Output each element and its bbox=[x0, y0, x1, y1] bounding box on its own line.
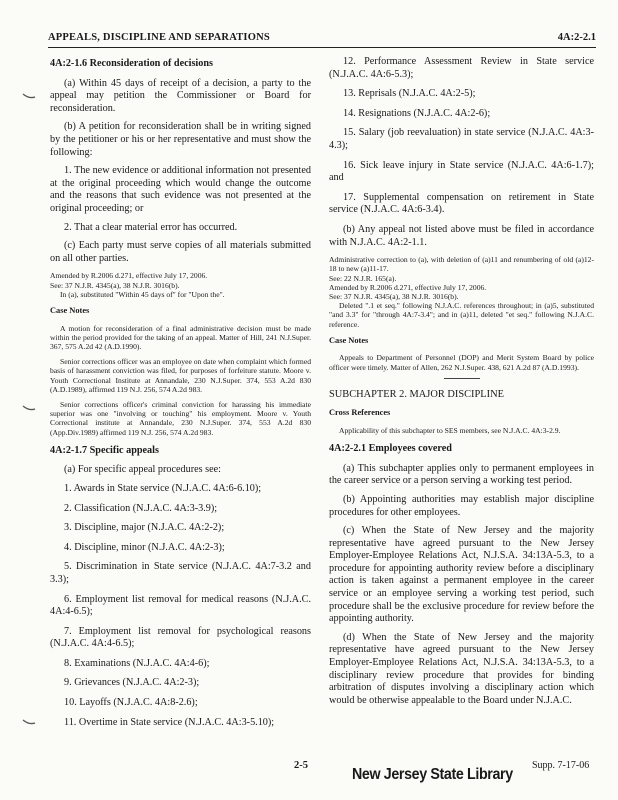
history-note: Administrative correction to (a), with deletion of (a)11 and renumbering of old (a)12-18 to new (a)11-17. bbox=[329, 255, 594, 274]
list-item: 13. Reprisals (N.J.A.C. 4A:2-5); bbox=[343, 88, 476, 100]
list-item: 14. Resignations (N.J.A.C. 4A:2-6); bbox=[343, 107, 491, 119]
case-notes-title: Case Notes bbox=[329, 335, 369, 345]
cross-reference: Applicability of this subchapter to SES members, see N.J.A.C. 4A:3-2.9. bbox=[339, 425, 561, 435]
list-item: 4. Discipline, minor (N.J.A.C. 4A:2-3); bbox=[64, 541, 225, 553]
list-item: 17. Supplemental compensation on retirement in State service (N.J.A.C. 4A:6-3.4). bbox=[329, 191, 594, 216]
list-item: 9. Grievances (N.J.A.C. 4A:2-3); bbox=[64, 677, 200, 689]
list-item: 12. Performance Assessment Review in State service (N.J.A.C. 4A:6-5.3); bbox=[329, 56, 594, 80]
history-note: Amended by R.2006 d.271, effective July 17, 2006. bbox=[329, 282, 487, 292]
history-note: In (a), substituted "Within 45 days of" for "Upon the". bbox=[60, 289, 225, 299]
running-header bbox=[48, 31, 596, 48]
paragraph: 2. That a clear material error has occurred. bbox=[64, 221, 238, 233]
case-notes-title: Case Notes bbox=[50, 305, 90, 315]
list-item: 16. Sick leave injury in State service (N.J.A.C. 4A:6-1.7); and bbox=[329, 159, 594, 184]
paragraph: (a) Within 45 days of receipt of a decision, a party to the appeal may petition the Commissioner or Board for reconsideration. bbox=[50, 77, 311, 114]
list-item: 7. Employment list removal for psychological reasons (N.J.A.C. 4A:4-6.5); bbox=[50, 625, 311, 650]
list-item: 3. Discipline, major (N.J.A.C. 4A:2-2); bbox=[64, 522, 225, 534]
paragraph: (b) Appointing authorities may establish major discipline procedures for other employees. bbox=[329, 493, 594, 518]
cross-references-title: Cross References bbox=[329, 408, 391, 418]
paragraph: (a) For specific appeal procedures see: bbox=[64, 464, 221, 476]
margin-mark-icon bbox=[22, 92, 36, 100]
case-note: Senior corrections officer was an employee on date when complaint which formed basis of harassment conviction was filed, for purposes of forfeiture statute. Moore v. Youth Correctional Institute at Annandale, 230 N.J.Super. 374, 553 A.2d 830 (A.D.1989), affirmed 119 N.J. 256, 574 A.2d 983. bbox=[50, 357, 311, 394]
list-item: 5. Discrimination in State service (N.J.A.C. 4A:7-3.2 and 3.3); bbox=[50, 561, 311, 585]
subchapter-title: SUBCHAPTER 2. MAJOR DISCIPLINE bbox=[329, 388, 504, 400]
history-note: Deleted ".1 et seq." following N.J.A.C. references throughout; in (a)5, substituted "and 3.3" for "through 4A:7-3.4"; and in (a)11, deleted "et seq." following N.J.A.C. reference. bbox=[329, 301, 594, 329]
margin-mark-icon bbox=[22, 718, 36, 726]
margin-mark-icon bbox=[22, 404, 36, 412]
list-item: 8. Examinations (N.J.A.C. 4A:4-6); bbox=[64, 657, 210, 669]
section-heading: 4A:2-1.6 Reconsideration of decisions bbox=[50, 58, 213, 69]
history-note: See: 22 N.J.R. 165(a). bbox=[329, 273, 397, 283]
paragraph: (c) Each party must serve copies of all materials submitted on all other parties. bbox=[50, 240, 311, 264]
list-item: 11. Overtime in State service (N.J.A.C. 4A:3-5.10); bbox=[64, 716, 275, 728]
right-column bbox=[329, 56, 594, 713]
case-note: Senior corrections officer's criminal conviction for harassing his immediate superior was one "involving or touching" his employment. Moore v. Youth Correctional institute at Annandale, 230 N.J.Super. 374, 553 A.2d 830 (App.Div.1989) affirmed 119 N.J. 256, 574 A.2d 983. bbox=[50, 399, 311, 437]
list-item: 1. Awards in State service (N.J.A.C. 4A:6-6.10); bbox=[64, 482, 262, 494]
case-note: Appeals to Department of Personnel (DOP) and Merit System Board by police officer were timely. Matter of Allen, 262 N.J.Super. 438, 621 A.2d 87 (A.D.1993). bbox=[329, 353, 594, 372]
paragraph: (c) When the State of New Jersey and the majority representative have agreed pursuant to the New Jersey Employer-Employee Relations Act, N.J.S.A. 34:13A-5.3, to a procedure for appointing authority review before a disciplinary action is taken against a permanent employee in the career service or an employee serving a working test period, such procedure shall be the exclusive procedure for review before the appointing authority. bbox=[329, 525, 594, 625]
paragraph: (b) A petition for reconsideration shall be in writing signed by the petitioner or his or her representative and must show the following: bbox=[50, 121, 311, 158]
history-note: Amended by R.2006 d.271, effective July 17, 2006. bbox=[50, 271, 208, 281]
library-stamp: New Jersey State Library bbox=[352, 766, 513, 783]
history-note: See: 37 N.J.R. 4345(a), 38 N.J.R. 3016(b). bbox=[50, 280, 180, 290]
paragraph: 1. The new evidence or additional information not presented at the original proceeding which would change the outcome and the reasons that such evidence was not presented at the original proceeding; or bbox=[50, 165, 311, 214]
header-title: APPEALS, DISCIPLINE AND SEPARATIONS bbox=[48, 32, 270, 43]
header-section: 4A:2-2.1 bbox=[557, 32, 596, 43]
section-heading: 4A:2-1.7 Specific appeals bbox=[50, 444, 159, 456]
case-note: A motion for reconsideration of a final administrative decision must be made within the period provided for the taking of an appeal. Matter of Hill, 241 N.J.Super. 367, 575 A.2d 42 (A.D.1990). bbox=[50, 323, 311, 351]
paragraph: (d) When the State of New Jersey and the majority representative have agreed pursuant to the New Jersey Employer-Employee Relations Act, N.J.S.A. 34:13A-5.3, to a disciplinary review procedure that provides for binding arbitration of disputes involving a disciplinary action which would be otherwise appealable to the Board under N.J.A.C. bbox=[329, 631, 594, 706]
page-number: 2-5 bbox=[294, 760, 308, 771]
section-heading: 4A:2-2.1 Employees covered bbox=[329, 443, 452, 455]
paragraph: (b) Any appeal not listed above must be filed in accordance with N.J.A.C. 4A:2-1.1. bbox=[329, 223, 594, 248]
list-item: 10. Layoffs (N.J.A.C. 4A:8-2.6); bbox=[64, 697, 198, 709]
list-item: 6. Employment list removal for medical reasons (N.J.A.C. 4A:4-6.5); bbox=[50, 593, 311, 618]
supplement-date: Supp. 7-17-06 bbox=[532, 760, 590, 771]
list-item: 2. Classification (N.J.A.C. 4A:3-3.9); bbox=[64, 502, 218, 514]
divider bbox=[444, 378, 480, 379]
left-column bbox=[50, 56, 311, 736]
history-note: See: 37 N.J.R. 4345(a), 38 N.J.R. 3016(b). bbox=[329, 291, 459, 301]
paragraph: (a) This subchapter applies only to permanent employees in the career service or a person serving a working test period. bbox=[329, 462, 594, 487]
list-item: 15. Salary (job reevaluation) in state service (N.J.A.C. 4A:3-4.3); bbox=[329, 127, 594, 151]
